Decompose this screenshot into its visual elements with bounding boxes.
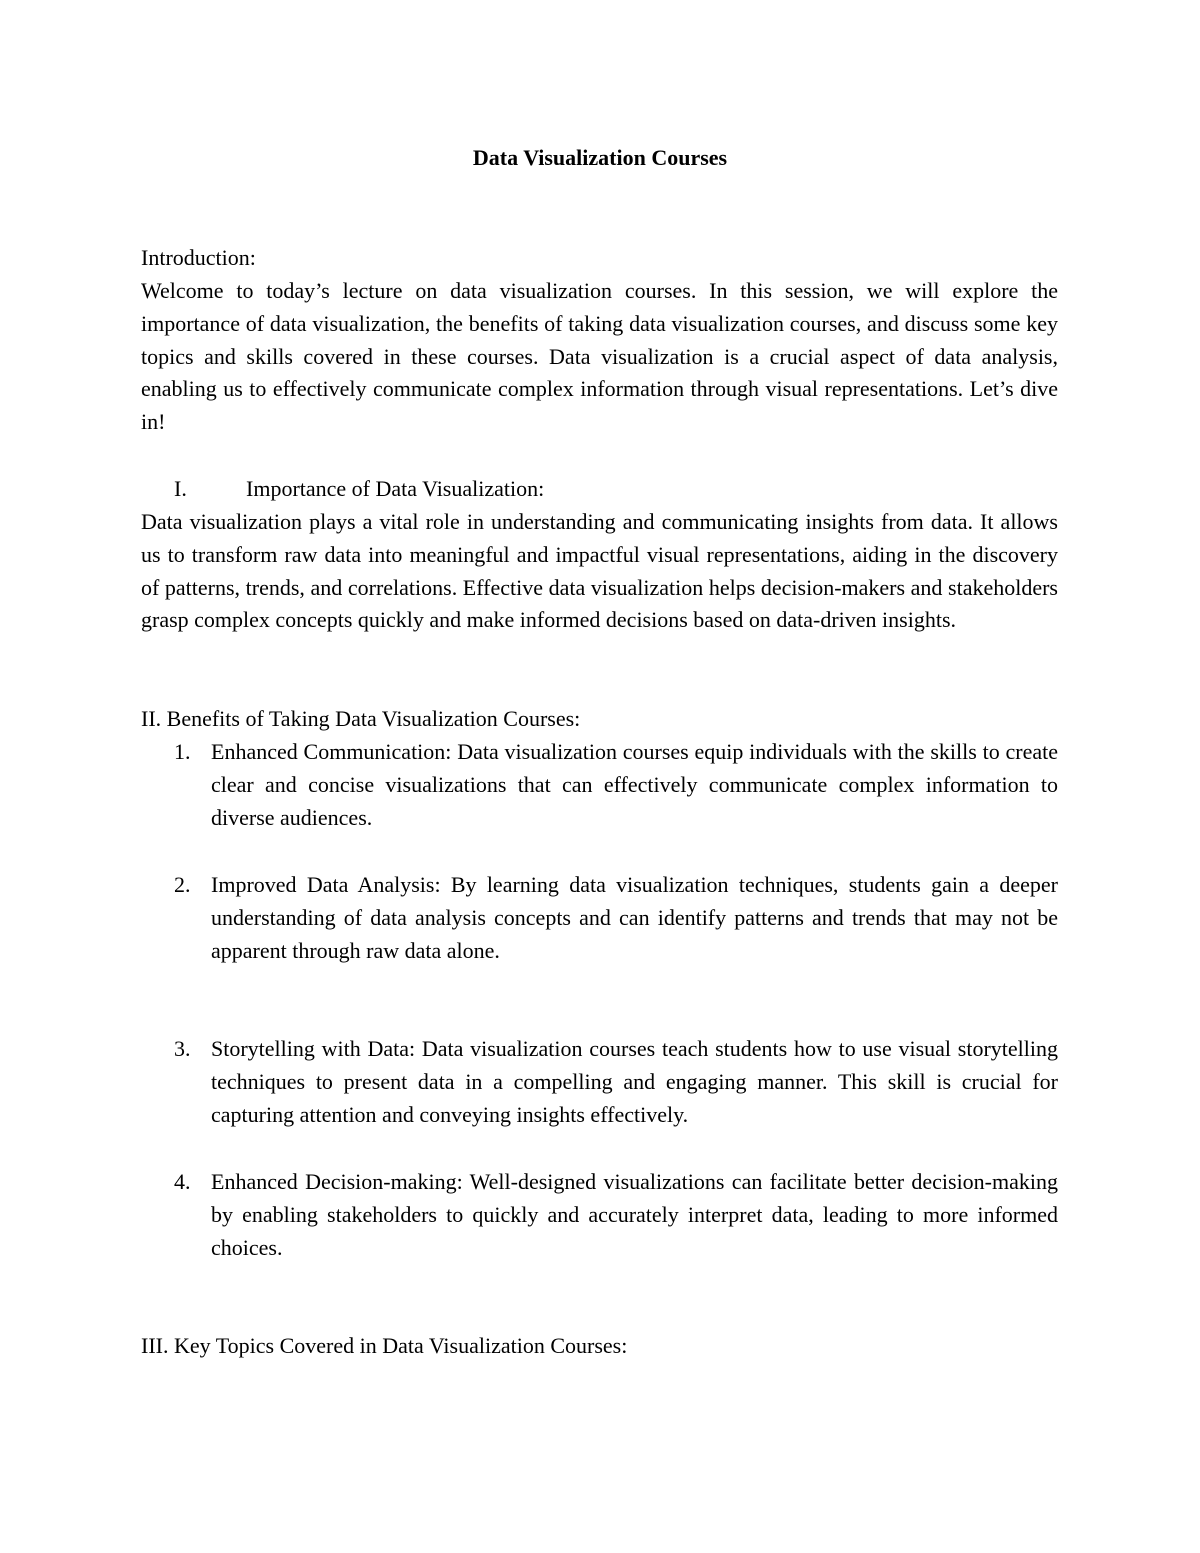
introduction-paragraph: Welcome to today’s lecture on data visualization courses. In this session, we will explore the importance of data visualization, the benefits of taking data visualization courses, and discuss some key topics and skills covered in these courses. Data visualization is a crucial aspect of data analysis, enabling us to effectively communicate complex information through visual representations. Let’s dive in! bbox=[141, 278, 1058, 435]
section-3-heading: III. Key Topics Covered in Data Visualization Courses: bbox=[141, 1333, 628, 1358]
document-title: Data Visualization Courses bbox=[472, 145, 728, 170]
list-item-number: 4. bbox=[174, 1169, 191, 1194]
list-item-text: Enhanced Communication: Data visualization courses equip individuals with the skills to create clear and concise visualizations that can effectively communicate complex information to diverse audiences. bbox=[211, 739, 1058, 830]
list-item-number: 1. bbox=[174, 739, 191, 764]
introduction-heading: Introduction: bbox=[141, 245, 256, 270]
list-item-text: Enhanced Decision-making: Well-designed visualizations can facilitate better decision-making by enabling stakeholders to quickly and accurately interpret data, leading to more informed choices. bbox=[211, 1169, 1058, 1260]
section-1-heading: Importance of Data Visualization: bbox=[246, 476, 545, 501]
list-item-number: 2. bbox=[174, 872, 191, 897]
section-1-paragraph: Data visualization plays a vital role in understanding and communicating insights from data. It allows us to transform raw data into meaningful and impactful visual representations, aiding in the discovery of patterns, trends, and correlations. Effective data visualization helps decision-makers and stakeholders grasp complex concepts quickly and make informed decisions based on data-driven insights. bbox=[141, 509, 1058, 633]
list-item-text: Storytelling with Data: Data visualization courses teach students how to use visual storytelling techniques to present data in a compelling and engaging manner. This skill is crucial for capturing attention and conveying insights effectively. bbox=[211, 1036, 1058, 1127]
section-1-numeral: I. bbox=[174, 476, 187, 501]
section-2-heading: II. Benefits of Taking Data Visualization Courses: bbox=[141, 706, 581, 731]
list-item-text: Improved Data Analysis: By learning data visualization techniques, students gain a deeper understanding of data analysis concepts and can identify patterns and trends that may not be apparent through raw data alone. bbox=[211, 872, 1058, 963]
list-item-number: 3. bbox=[174, 1036, 191, 1061]
